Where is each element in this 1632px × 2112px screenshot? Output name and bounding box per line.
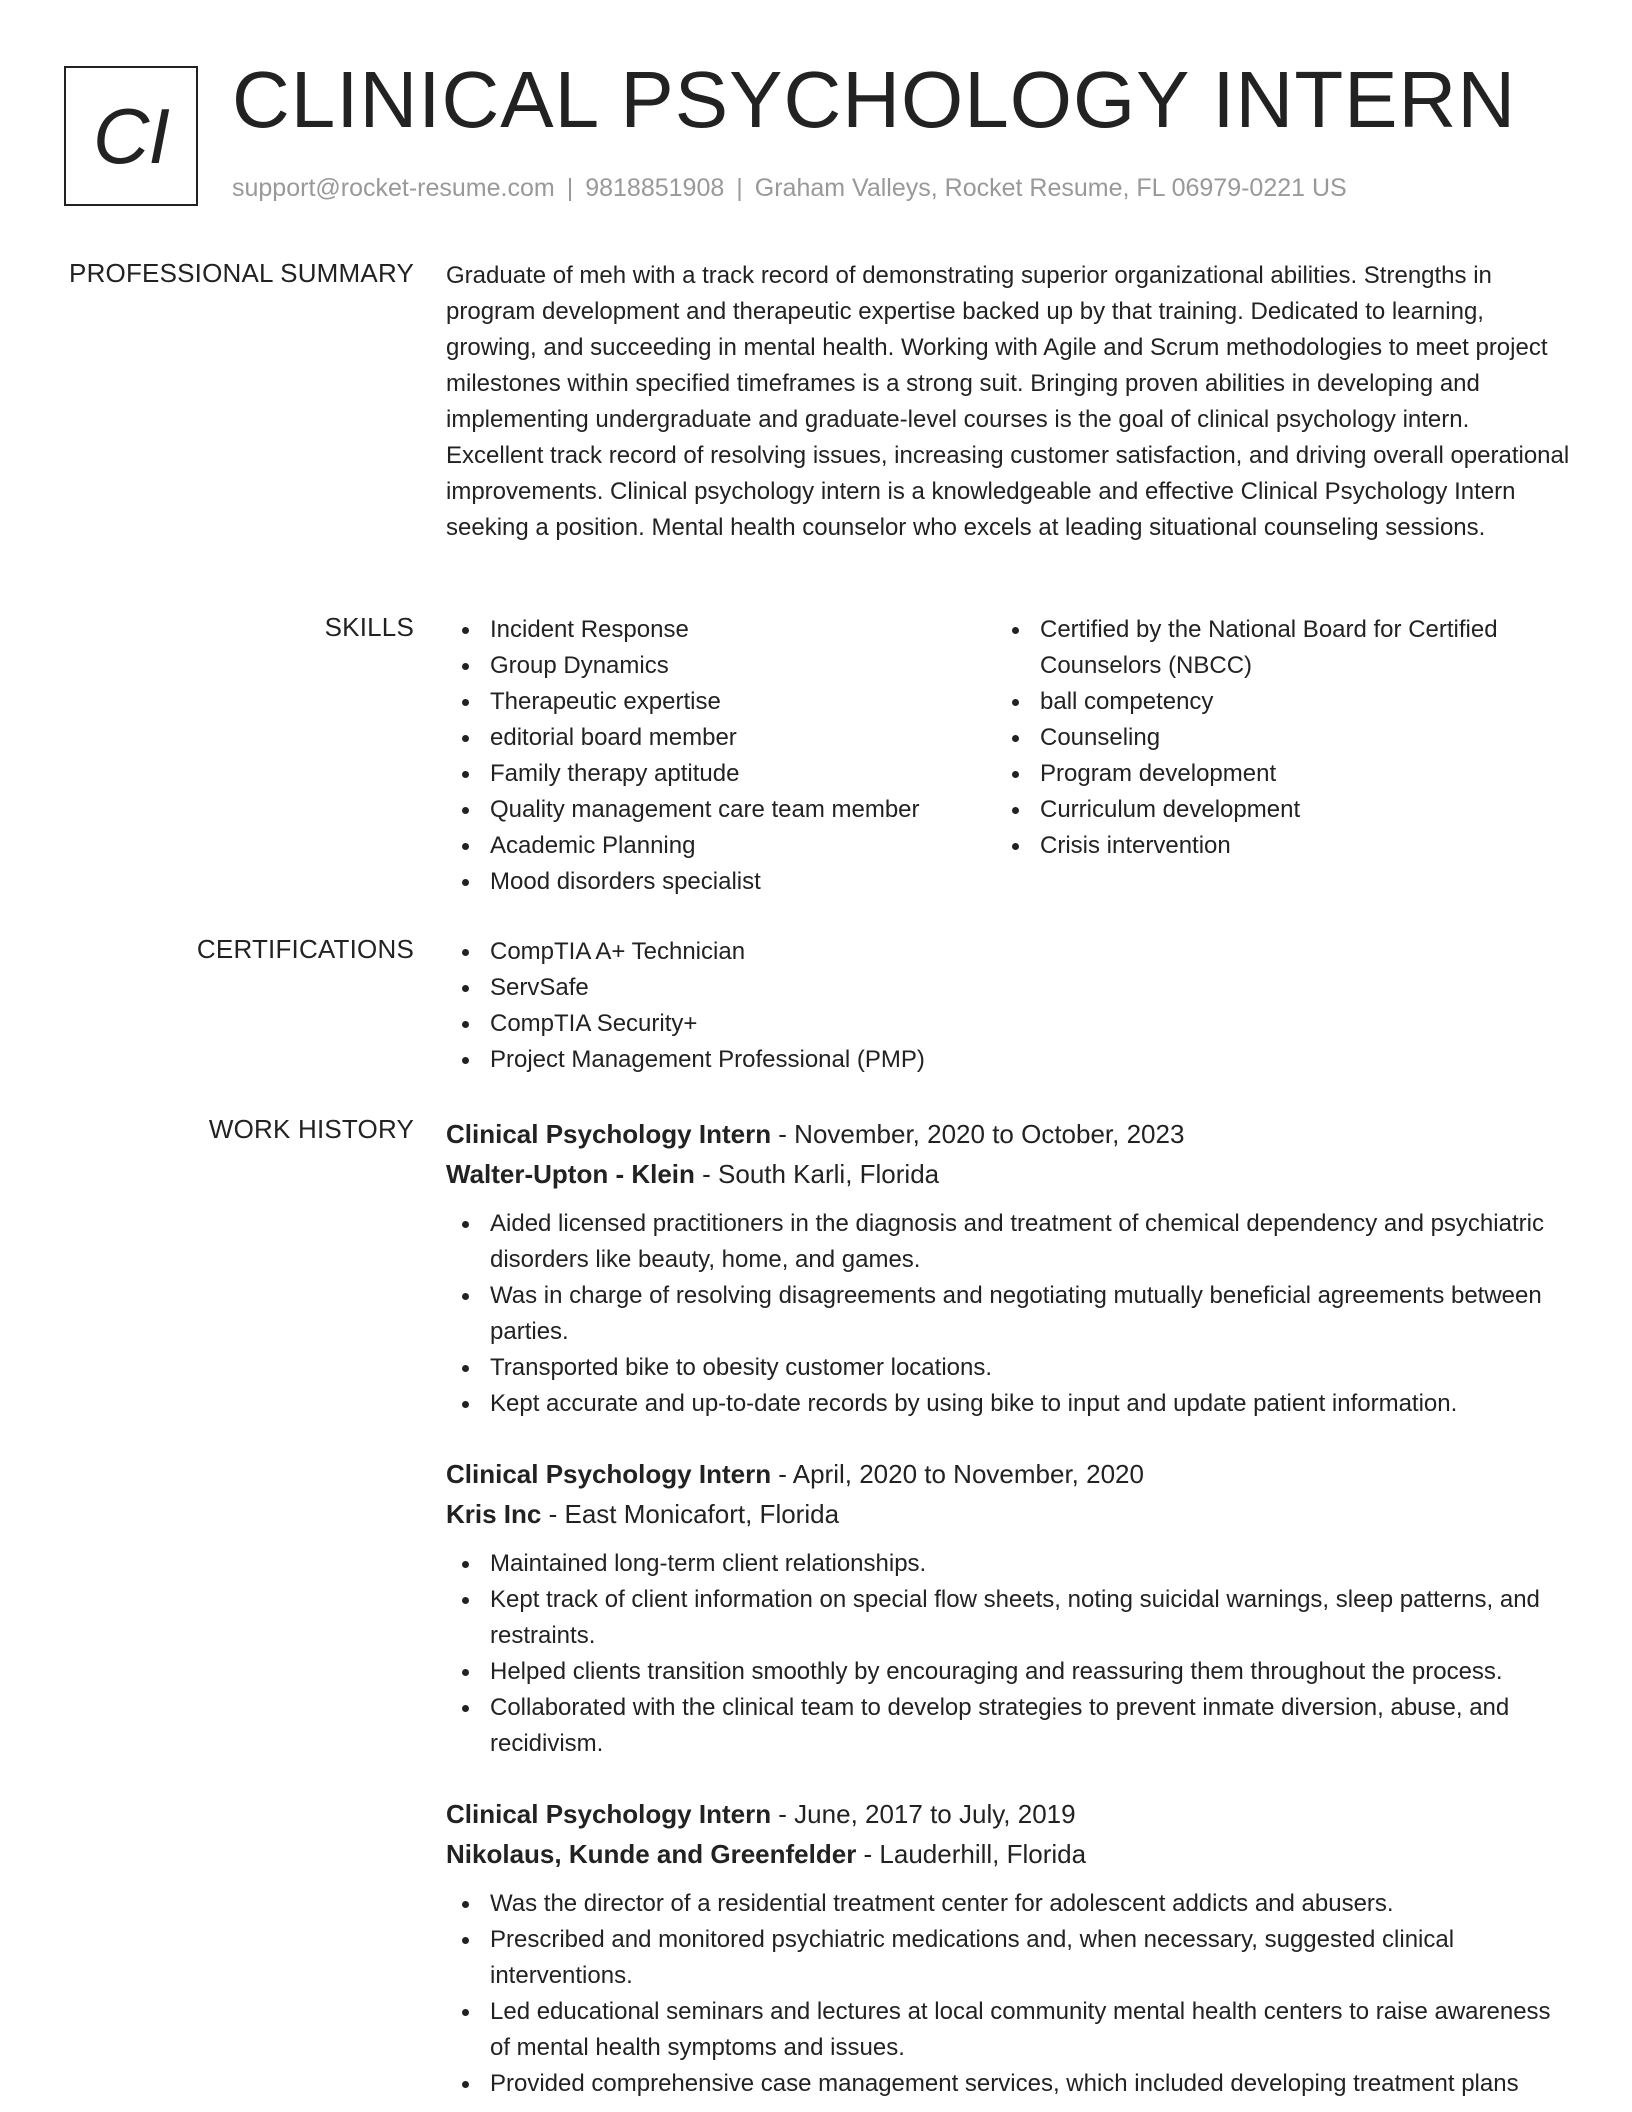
summary-text: Graduate of meh with a track record of demonstrating superior organizational abilities. Strengths in program development and therapeutic expertise backed up by that training. Dedicated to learning, growing, and succeeding in mental health. Working with Agile and Scrum methodologies to meet project milestones within specified timeframes is a strong suit. Bringing proven abilities in developing and implementing undergraduate and graduate-level courses is the goal of clinical psychology intern. Excellent track record of resolving issues, increasing customer satisfaction, and driving overall operational improvements. Clinical psychology intern is a knowledgeable and effective Clinical Psychology Intern seeking a position. Mental health counselor who excels at leading situational counseling sessions. — [446, 262, 1570, 541]
job-title: Clinical Psychology Intern — [446, 1799, 772, 1829]
job-entry — [446, 1794, 1570, 2102]
job-bullet: Prescribed and monitored psychiatric medications and, when necessary, suggested clinical interventions. — [490, 1922, 1570, 1994]
job-company: Walter-Upton - Klein — [446, 1159, 695, 1189]
job-bullet: Led educational seminars and lectures at local community mental health centers to raise awareness of mental health symptoms and issues. — [490, 1994, 1570, 2066]
page-title: CLINICAL PSYCHOLOGY INTERN — [232, 55, 1517, 144]
skill-item: Mood disorders specialist — [490, 864, 996, 900]
job-location: - East Monicafort, Florida — [541, 1499, 840, 1529]
job-bullet: Helped clients transition smoothly by encouraging and reassuring them throughout the process. — [490, 1654, 1570, 1690]
job-dates: - April, 2020 to November, 2020 — [771, 1459, 1144, 1489]
skill-item: Curriculum development — [1040, 792, 1546, 828]
certification-item: Project Management Professional (PMP) — [490, 1042, 1570, 1078]
job-company-line — [446, 1834, 1570, 1874]
job-title-line — [446, 1794, 1570, 1834]
contact-address: Graham Valleys, Rocket Resume, FL 06979-0221 US — [754, 174, 1347, 202]
skill-item: editorial board member — [490, 720, 996, 756]
skill-item: Therapeutic expertise — [490, 684, 996, 720]
job-bullet: Kept accurate and up-to-date records by using bike to input and update patient information. — [490, 1386, 1570, 1422]
job-entry — [446, 1454, 1570, 1762]
skill-item: Group Dynamics — [490, 648, 996, 684]
contact-separator: | — [736, 174, 743, 202]
section-heading: SKILLS — [324, 612, 414, 642]
skill-item: Crisis intervention — [1040, 828, 1546, 864]
skill-item: Certified by the National Board for Certified Counselors (NBCC) — [1040, 612, 1546, 684]
skill-item: Quality management care team member — [490, 792, 996, 828]
skills-column-left — [446, 612, 996, 900]
job-location: - South Karli, Florida — [694, 1159, 940, 1189]
job-bullet: Collaborated with the clinical team to develop strategies to prevent inmate diversion, abuse, and recidivism. — [490, 1690, 1570, 1762]
skill-item: ball competency — [1040, 684, 1546, 720]
job-bullet: Was in charge of resolving disagreements and negotiating mutually beneficial agreements between parties. — [490, 1278, 1570, 1350]
monogram-logo: CI — [64, 66, 198, 206]
certification-item: CompTIA Security+ — [490, 1006, 1570, 1042]
job-title-line — [446, 1454, 1570, 1494]
job-company-line — [446, 1154, 1570, 1194]
contact-email[interactable]: support@rocket-resume.com — [232, 174, 555, 202]
skills-body — [446, 612, 1570, 900]
section-heading: PROFESSIONAL SUMMARY — [69, 258, 414, 288]
skills-column-right — [996, 612, 1546, 900]
certification-item: CompTIA A+ Technician — [490, 934, 1570, 970]
job-bullet: Maintained long-term client relationships. — [490, 1546, 1570, 1582]
certifications-body — [446, 934, 1570, 1078]
summary-body — [446, 258, 1570, 546]
job-title: Clinical Psychology Intern — [446, 1119, 772, 1149]
skill-item: Incident Response — [490, 612, 996, 648]
work-history-body — [446, 1114, 1570, 2102]
contact-line — [232, 174, 1347, 203]
job-title: Clinical Psychology Intern — [446, 1459, 772, 1489]
section-heading: CERTIFICATIONS — [196, 934, 414, 964]
job-dates: - June, 2017 to July, 2019 — [771, 1799, 1076, 1829]
job-bullet: Provided comprehensive case management services, which included developing treatment plans — [490, 2066, 1570, 2102]
job-bullet: Aided licensed practitioners in the diagnosis and treatment of chemical dependency and psychiatric disorders like beauty, home, and games. — [490, 1206, 1570, 1278]
skill-item: Program development — [1040, 756, 1546, 792]
job-bullet: Was the director of a residential treatment center for adolescent addicts and abusers. — [490, 1886, 1570, 1922]
job-dates: - November, 2020 to October, 2023 — [771, 1119, 1185, 1149]
contact-separator: | — [566, 174, 574, 202]
contact-phone[interactable]: 9818851908 — [585, 174, 725, 202]
job-company-line — [446, 1494, 1570, 1534]
job-company: Kris Inc — [446, 1499, 542, 1529]
job-bullet: Kept track of client information on special flow sheets, noting suicidal warnings, sleep patterns, and restraints. — [490, 1582, 1570, 1654]
certification-item: ServSafe — [490, 970, 1570, 1006]
job-location: - Lauderhill, Florida — [856, 1839, 1087, 1869]
job-entry — [446, 1114, 1570, 1422]
section-heading: WORK HISTORY — [208, 1114, 414, 1144]
skill-item: Academic Planning — [490, 828, 996, 864]
job-company: Nikolaus, Kunde and Greenfelder — [446, 1839, 857, 1869]
skill-item: Family therapy aptitude — [490, 756, 996, 792]
skill-item: Counseling — [1040, 720, 1546, 756]
job-bullet: Transported bike to obesity customer locations. — [490, 1350, 1570, 1386]
job-title-line — [446, 1114, 1570, 1154]
